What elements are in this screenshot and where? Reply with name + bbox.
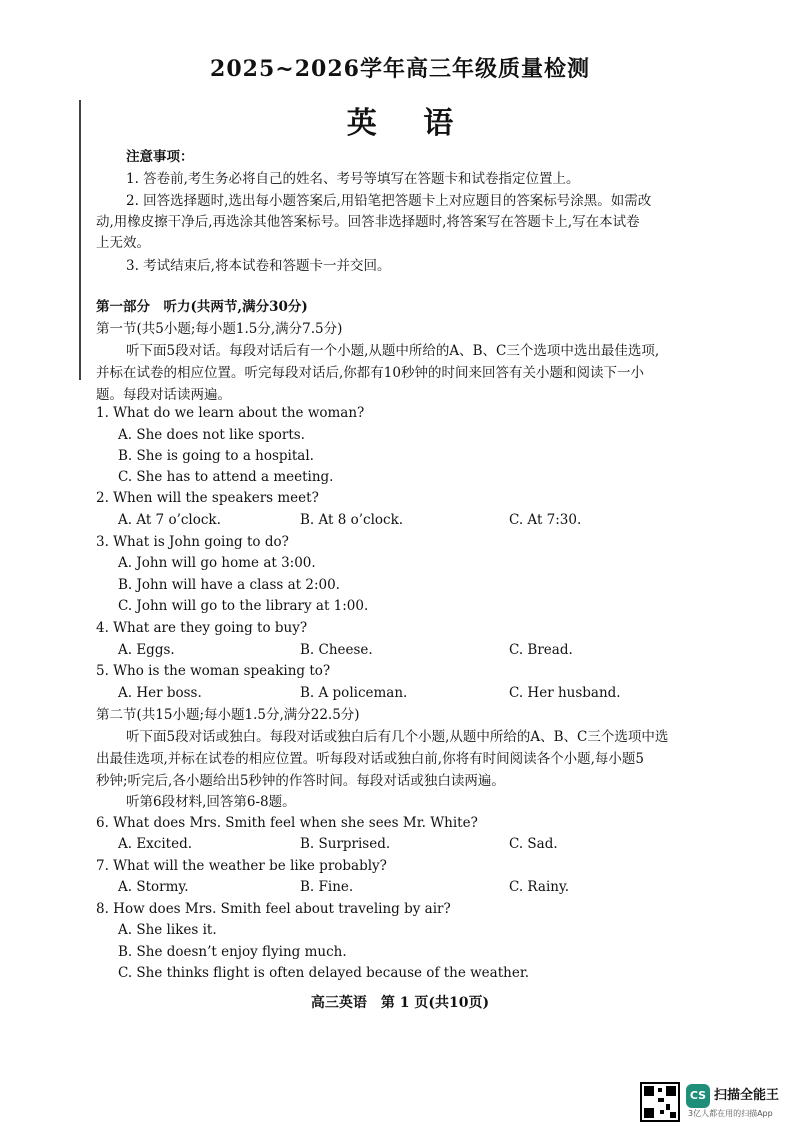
qr-code-icon [640,1082,680,1122]
question-8-option-c: C. She thinks flight is often delayed because of the weather. [118,965,530,981]
question-1-option-a: A. She does not like sports. [118,427,305,443]
question-7-stem: 7. What will the weather be like probably? [96,858,387,874]
section2-instructions-3: 秒钟;听完后,各小题给出5秒钟的作答时间。每段对话或独白读两遍。 [96,773,505,789]
segment-6-intro: 听第6段材料,回答第6-8题。 [126,794,296,810]
camscanner-logo-icon: CS [686,1084,710,1108]
margin-line [79,100,81,380]
notes-heading: 注意事项： [126,149,194,165]
question-3-option-c: C. John will go to the library at 1:00. [118,598,369,614]
question-6-stem: 6. What does Mrs. Smith feel when she sees Mr. White? [96,815,478,831]
question-8-stem: 8. How does Mrs. Smith feel about traveling by air? [96,901,451,917]
section1-instructions-2: 并标在试卷的相应位置。听完每段对话后,你都有10秒钟的时间来回答有关小题和阅读下一小 [96,365,644,381]
note-2c: 上无效。 [96,235,150,251]
question-7-option-b: B. Fine. [300,879,354,895]
question-6-option-a: A. Excited. [118,836,193,852]
part1-heading: 第一部分 听力(共两节,满分30分) [96,299,308,315]
scanner-app-tagline: 3亿人都在用的扫描App [688,1109,773,1118]
section1-heading: 第一节(共5小题;每小题1.5分,满分7.5分) [96,321,343,337]
question-1-option-c: C. She has to attend a meeting. [118,469,334,485]
question-5-stem: 5. Who is the woman speaking to? [96,663,331,679]
question-7-option-c: C. Rainy. [509,879,570,895]
subject-title: 英 语 [346,106,472,141]
note-2a: 2. 回答选择题时,选出每小题答案后,用铅笔把答题卡上对应题目的答案标号涂黑。如需改 [126,193,652,209]
question-5-option-c: C. Her husband. [509,685,621,701]
note-2b: 动,用橡皮擦干净后,再选涂其他答案标号。回答非选择题时,将答案写在答题卡上,写在本试卷 [96,214,640,230]
section2-heading: 第二节(共15小题;每小题1.5分,满分22.5分) [96,707,360,723]
question-2-option-c: C. At 7:30. [509,512,582,528]
question-3-option-b: B. John will have a class at 2:00. [118,577,340,593]
question-4-option-b: B. Cheese. [300,642,373,658]
exam-title: 2025~2026学年高三年级质量检测 [210,56,590,82]
scanner-app-name: 扫描全能王 [714,1088,780,1103]
question-1-option-b: B. She is going to a hospital. [118,448,314,464]
note-1: 1. 答卷前,考生务必将自己的姓名、考号等填写在答题卡和试卷指定位置上。 [126,171,580,187]
question-6-option-c: C. Sad. [509,836,558,852]
question-4-option-c: C. Bread. [509,642,573,658]
question-5-option-b: B. A policeman. [300,685,408,701]
question-7-option-a: A. Stormy. [118,879,189,895]
note-3: 3. 考试结束后,将本试卷和答题卡一并交回。 [126,258,391,274]
question-6-option-b: B. Surprised. [300,836,391,852]
question-8-option-b: B. She doesn’t enjoy flying much. [118,944,347,960]
section2-instructions-2: 出最佳选项,并标在试卷的相应位置。听每段对话或独白前,你将有时间阅读各个小题,每小题5 [96,751,644,767]
question-1-stem: 1. What do we learn about the woman? [96,405,365,421]
question-3-stem: 3. What is John going to do? [96,534,289,550]
question-3-option-a: A. John will go home at 3:00. [118,555,316,571]
section1-instructions-3: 题。每段对话读两遍。 [96,387,231,403]
question-2-option-a: A. At 7 o’clock. [118,512,221,528]
question-4-option-a: A. Eggs. [118,642,175,658]
question-2-stem: 2. When will the speakers meet? [96,490,319,506]
section1-instructions-1: 听下面5段对话。每段对话后有一个小题,从题中所给的A、B、C三个选项中选出最佳选项, [126,343,660,359]
question-4-stem: 4. What are they going to buy? [96,620,308,636]
question-2-option-b: B. At 8 o’clock. [300,512,404,528]
question-8-option-a: A. She likes it. [118,922,217,938]
question-5-option-a: A. Her boss. [118,685,202,701]
section2-instructions-1: 听下面5段对话或独白。每段对话或独白后有几个小题,从题中所给的A、B、C三个选项中选 [126,729,669,745]
page-footer: 高三英语 第 1 页(共10页) [310,995,490,1011]
